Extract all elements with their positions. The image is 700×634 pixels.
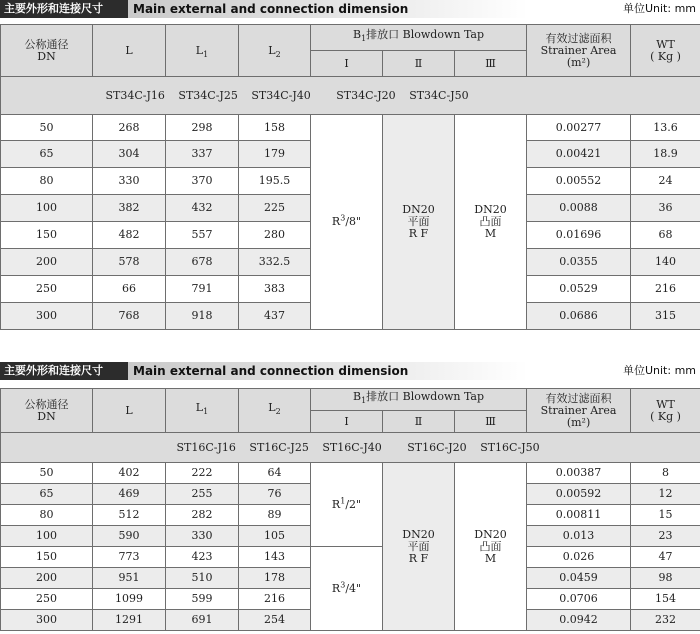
cell-wt: 232 [631, 610, 700, 631]
cell-l1: 432 [166, 195, 239, 222]
cell-l2: 178 [239, 568, 311, 589]
cell-l: 482 [93, 222, 166, 249]
cell-l: 590 [93, 526, 166, 547]
cell-l1: 255 [166, 484, 239, 505]
model-label: ST16C-J40 [322, 440, 382, 454]
cell-tap-ii: DN20 平面 R F [383, 115, 455, 330]
cell-dn: 300 [1, 610, 93, 631]
cell-l: 268 [93, 115, 166, 141]
cell-wt: 68 [631, 222, 700, 249]
section-title-cn: 主要外形和连接尺寸 [0, 362, 128, 380]
model-row [93, 433, 700, 463]
cell-wt: 12 [631, 484, 700, 505]
header-tap-ii: Ⅱ [383, 51, 455, 77]
section-header-1 [0, 0, 700, 18]
model-label: ST34C-J20 [336, 88, 396, 102]
cell-wt: 8 [631, 463, 700, 484]
header-dn: 公称通径 DN [1, 25, 93, 77]
cell-tap-ii: DN20 平面 R F [383, 463, 455, 631]
cell-l: 512 [93, 505, 166, 526]
cell-l2: 76 [239, 484, 311, 505]
cell-l: 768 [93, 303, 166, 330]
cell-dn: 80 [1, 168, 93, 195]
cell-l: 330 [93, 168, 166, 195]
header-wt: WT ( Kg ) [631, 389, 700, 433]
cell-l2: 216 [239, 589, 311, 610]
cell-l: 469 [93, 484, 166, 505]
cell-l2: 332.5 [239, 249, 311, 276]
cell-l: 66 [93, 276, 166, 303]
cell-area: 0.00421 [527, 141, 631, 168]
model-row [93, 77, 700, 115]
cell-area: 0.00811 [527, 505, 631, 526]
cell-dn: 250 [1, 276, 93, 303]
model-label: ST34C-J50 [409, 88, 469, 102]
cell-l: 382 [93, 195, 166, 222]
header-tap-i: Ⅰ [311, 411, 383, 433]
cell-dn: 65 [1, 141, 93, 168]
cell-tap-i-upper: $R^1/2$" [311, 463, 383, 547]
header-l2: $L_2$ [239, 389, 311, 433]
cell-l1: 791 [166, 276, 239, 303]
cell-dn: 100 [1, 195, 93, 222]
cell-l1: 510 [166, 568, 239, 589]
cell-area: 0.00277 [527, 115, 631, 141]
table-row [1, 547, 700, 568]
header-tap-iii: Ⅲ [455, 411, 527, 433]
table-row [1, 463, 700, 484]
cell-l1: 557 [166, 222, 239, 249]
cell-dn: 150 [1, 547, 93, 568]
model-label: ST34C-J16 [105, 88, 165, 102]
cell-l: 578 [93, 249, 166, 276]
cell-area: 0.0529 [527, 276, 631, 303]
cell-l: 773 [93, 547, 166, 568]
cell-l1: 691 [166, 610, 239, 631]
unit-label: 单位Unit: mm [622, 2, 696, 15]
cell-l1: 298 [166, 115, 239, 141]
cell-l2: 158 [239, 115, 311, 141]
dimension-table-st16c [0, 388, 700, 631]
cell-area: 0.0686 [527, 303, 631, 330]
section-title-cn: 主要外形和连接尺寸 [0, 0, 128, 18]
unit-label: 单位Unit: mm [622, 364, 696, 377]
cell-dn: 80 [1, 505, 93, 526]
cell-area: 0.00592 [527, 484, 631, 505]
cell-area: 0.0459 [527, 568, 631, 589]
cell-wt: 216 [631, 276, 700, 303]
cell-area: 0.01696 [527, 222, 631, 249]
cell-l: 951 [93, 568, 166, 589]
cell-wt: 24 [631, 168, 700, 195]
model-row-spacer [1, 77, 93, 115]
cell-area: 0.013 [527, 526, 631, 547]
header-blowdown-tap: $B_1$排放口 Blowdown Tap [311, 25, 527, 51]
section-title-en: Main external and connection dimension [133, 2, 409, 16]
cell-l1: 918 [166, 303, 239, 330]
model-label: ST16C-J20 [407, 440, 467, 454]
cell-tap-i: $R^3/8$" [311, 115, 383, 330]
table-row [1, 115, 700, 141]
header-blowdown-tap: $B_1$排放口 Blowdown Tap [311, 389, 527, 411]
model-label: ST34C-J25 [178, 88, 238, 102]
header-tap-ii: Ⅱ [383, 411, 455, 433]
cell-tap-iii: DN20 凸面 M [455, 463, 527, 631]
cell-area: 0.0706 [527, 589, 631, 610]
cell-wt: 98 [631, 568, 700, 589]
cell-dn: 150 [1, 222, 93, 249]
cell-dn: 200 [1, 249, 93, 276]
header-l2: $L_2$ [239, 25, 311, 77]
cell-l1: 599 [166, 589, 239, 610]
model-label: ST16C-J16 [176, 440, 236, 454]
dimension-table-st34c [0, 24, 700, 330]
cell-wt: 315 [631, 303, 700, 330]
cell-l1: 370 [166, 168, 239, 195]
cell-l2: 280 [239, 222, 311, 249]
cell-l2: 105 [239, 526, 311, 547]
cell-l2: 64 [239, 463, 311, 484]
cell-l2: 89 [239, 505, 311, 526]
cell-l: 1099 [93, 589, 166, 610]
cell-area: 0.00387 [527, 463, 631, 484]
cell-dn: 300 [1, 303, 93, 330]
cell-l: 402 [93, 463, 166, 484]
cell-area: 0.0355 [527, 249, 631, 276]
cell-wt: 23 [631, 526, 700, 547]
header-l: L [93, 25, 166, 77]
cell-l1: 337 [166, 141, 239, 168]
cell-dn: 200 [1, 568, 93, 589]
cell-wt: 18.9 [631, 141, 700, 168]
header-l1: $L_1$ [166, 389, 239, 433]
cell-l2: 195.5 [239, 168, 311, 195]
header-l1: $L_1$ [166, 25, 239, 77]
cell-l: 304 [93, 141, 166, 168]
cell-area: 0.00552 [527, 168, 631, 195]
header-wt: WT ( Kg ) [631, 25, 700, 77]
cell-tap-i-lower: $R^3/4$" [311, 547, 383, 631]
cell-l1: 222 [166, 463, 239, 484]
model-label: ST34C-J40 [251, 88, 311, 102]
header-strainer-area: 有效过滤面积 Strainer Area (m²) [527, 389, 631, 433]
cell-l2: 225 [239, 195, 311, 222]
header-tap-iii: Ⅲ [455, 51, 527, 77]
cell-dn: 250 [1, 589, 93, 610]
cell-l2: 254 [239, 610, 311, 631]
header-dn: 公称通径 DN [1, 389, 93, 433]
cell-dn: 100 [1, 526, 93, 547]
cell-dn: 50 [1, 463, 93, 484]
cell-area: 0.026 [527, 547, 631, 568]
cell-l1: 282 [166, 505, 239, 526]
model-row-spacer [1, 433, 93, 463]
cell-l2: 383 [239, 276, 311, 303]
cell-wt: 140 [631, 249, 700, 276]
cell-tap-iii: DN20 凸面 M [455, 115, 527, 330]
header-tap-i: Ⅰ [311, 51, 383, 77]
cell-area: 0.0942 [527, 610, 631, 631]
cell-l1: 678 [166, 249, 239, 276]
header-strainer-area: 有效过滤面积 Strainer Area (m²) [527, 25, 631, 77]
cell-wt: 154 [631, 589, 700, 610]
model-label: ST16C-J50 [480, 440, 540, 454]
cell-dn: 50 [1, 115, 93, 141]
cell-l2: 143 [239, 547, 311, 568]
cell-l2: 437 [239, 303, 311, 330]
header-l: L [93, 389, 166, 433]
cell-area: 0.0088 [527, 195, 631, 222]
cell-wt: 47 [631, 547, 700, 568]
cell-l1: 423 [166, 547, 239, 568]
cell-l: 1291 [93, 610, 166, 631]
cell-dn: 65 [1, 484, 93, 505]
section-header-2 [0, 362, 700, 380]
section-title-en: Main external and connection dimension [133, 364, 409, 378]
cell-wt: 15 [631, 505, 700, 526]
model-label: ST16C-J25 [249, 440, 309, 454]
cell-wt: 36 [631, 195, 700, 222]
cell-l1: 330 [166, 526, 239, 547]
cell-l2: 179 [239, 141, 311, 168]
cell-wt: 13.6 [631, 115, 700, 141]
